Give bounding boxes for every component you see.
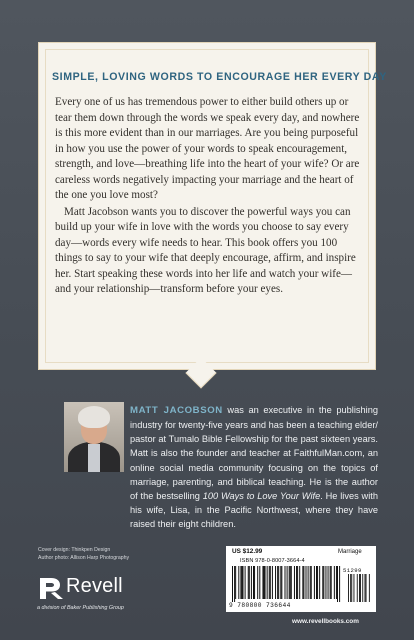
- barcode-bar: [234, 566, 235, 602]
- barcode-bar: [235, 566, 236, 599]
- barcode-bar: [262, 566, 263, 599]
- barcode-bar: [314, 566, 315, 599]
- barcode-bar: [289, 566, 290, 599]
- barcode-bar: [232, 566, 233, 602]
- barcode-bar: [308, 566, 309, 599]
- description-paragraph-1: Every one of us has tremendous power to either build others up or tear them down through the words we speak every day, and nowhere is this more evident than in our marriages. Are you being purposeful in how you use the power of your words to speak encouragement, strength, and love—breathing life into the heart of your wife? Or are careless words negatively impacting your marriage and the heart of the one you love most?: [55, 96, 360, 201]
- barcode-bar: [270, 566, 271, 599]
- photo-hair: [78, 406, 110, 428]
- barcode-bar: [325, 566, 326, 599]
- barcode-bar: [267, 566, 268, 599]
- barcode-bar: [290, 566, 291, 599]
- barcode-bar: [294, 566, 295, 599]
- publisher-logo: [36, 574, 196, 614]
- author-bio: [130, 403, 378, 531]
- description-text: [55, 95, 361, 298]
- barcode-bar: [310, 566, 311, 599]
- barcode-bar: [238, 566, 239, 599]
- barcode-bar: [245, 566, 246, 599]
- addon-bar: [369, 574, 370, 602]
- barcode-bar: [323, 566, 324, 599]
- addon-bar: [359, 574, 360, 602]
- barcode-bar: [277, 566, 278, 599]
- isbn: ISBN 978-0-8007-3664-4: [240, 558, 305, 564]
- barcode-bar: [337, 566, 338, 602]
- barcode-bar: [297, 566, 298, 599]
- barcode-bar: [339, 566, 340, 602]
- barcode-bar: [243, 566, 244, 599]
- addon-bar: [365, 574, 366, 602]
- barcode-bar: [278, 566, 279, 599]
- barcode-bar: [311, 566, 312, 599]
- barcode-bar: [251, 566, 252, 599]
- addon-bar: [366, 574, 367, 602]
- barcode-bar: [336, 566, 337, 599]
- publisher-name: Revell: [66, 575, 123, 597]
- credits: [38, 546, 129, 562]
- barcode-bar: [281, 566, 282, 599]
- ean-digits: 9 780800 736644: [229, 602, 291, 609]
- barcode-bar: [248, 566, 249, 599]
- revell-r-icon: [36, 574, 64, 602]
- barcode-bar: [317, 566, 318, 599]
- barcode-bar: [241, 566, 242, 599]
- barcode-bar: [287, 566, 288, 599]
- barcode-bar: [296, 566, 297, 599]
- barcode-bar: [299, 566, 300, 599]
- barcode-bar: [275, 566, 276, 599]
- addon-digits: 51299: [343, 567, 362, 574]
- cover-design-credit: Cover design: Thinkpen Design: [38, 547, 111, 553]
- addon-bar: [350, 574, 351, 602]
- barcode-box: [226, 546, 376, 612]
- category: Marriage: [338, 549, 362, 555]
- photo-scarf: [88, 444, 100, 472]
- barcode-bar: [259, 566, 260, 599]
- barcode-bar: [328, 566, 329, 599]
- barcode-bar: [254, 566, 255, 599]
- price: US $12.99: [232, 548, 263, 555]
- addon-bar: [360, 574, 361, 602]
- barcode-bar: [285, 566, 286, 599]
- author-photo-credit: Author photo: Allison Harp Photography: [38, 555, 130, 561]
- addon-bar: [357, 574, 358, 602]
- addon-bar: [351, 574, 352, 602]
- description-paragraph-2: Matt Jacobson wants you to discover the powerful ways you can build up your wife in love with the words you choose to say every day—words every wife needs to hear. This book offers you 100 things to say to your wife that deeply encourage, affirm, and inspire her. Start speaking these words into her life and watch your wife—and your relationship—transform before your eyes.: [55, 205, 356, 295]
- barcode-bar: [253, 566, 254, 599]
- barcode-bar: [322, 566, 323, 599]
- author-bio-part-2: . He lives with his wife, Lisa, in the Pacific Northwest, where they have raised their eight children.: [130, 490, 378, 530]
- barcode-bar: [316, 566, 317, 599]
- barcode-bar: [257, 566, 258, 599]
- publisher-website: www.revellbooks.com: [292, 618, 359, 625]
- barcode-bar: [280, 566, 281, 599]
- barcode-bar: [302, 566, 303, 599]
- barcode-bar: [269, 566, 270, 599]
- addon-bar: [354, 574, 355, 602]
- barcode-bar: [264, 566, 265, 599]
- barcode-bar: [331, 566, 332, 599]
- barcode-bar: [334, 566, 335, 599]
- barcode-bar: [303, 566, 304, 599]
- author-book-title: 100 Ways to Love Your Wife: [202, 490, 321, 501]
- barcode-bar: [240, 566, 241, 599]
- barcode-bar: [306, 566, 307, 599]
- barcode-bar: [330, 566, 331, 599]
- barcode-bar: [319, 566, 320, 599]
- barcode-bar: [291, 566, 292, 599]
- barcode-bar: [249, 566, 250, 599]
- publisher-tagline: a division of Baker Publishing Group: [37, 605, 124, 611]
- headline: SIMPLE, LOVING WORDS TO ENCOURAGE HER EVERY DAY: [52, 71, 387, 83]
- addon-bar: [362, 574, 363, 602]
- author-bio-part-1: was an executive in the publishing industry for twenty-five years and has been a teaching elder/ pastor at Tumalo Bible Fellowship for the past sixteen years. Matt is also the founder and teacher at FaithfulMan.com, an online social media community focusing on the topics of marriage, parenting, and biblical teaching. He is the author of the bestselling: [130, 405, 378, 501]
- barcode-bar: [272, 566, 273, 599]
- barcode-bar: [265, 566, 266, 599]
- author-name: MATT JACOBSON: [130, 405, 223, 416]
- addon-bar: [348, 574, 349, 602]
- author-photo: [64, 402, 124, 472]
